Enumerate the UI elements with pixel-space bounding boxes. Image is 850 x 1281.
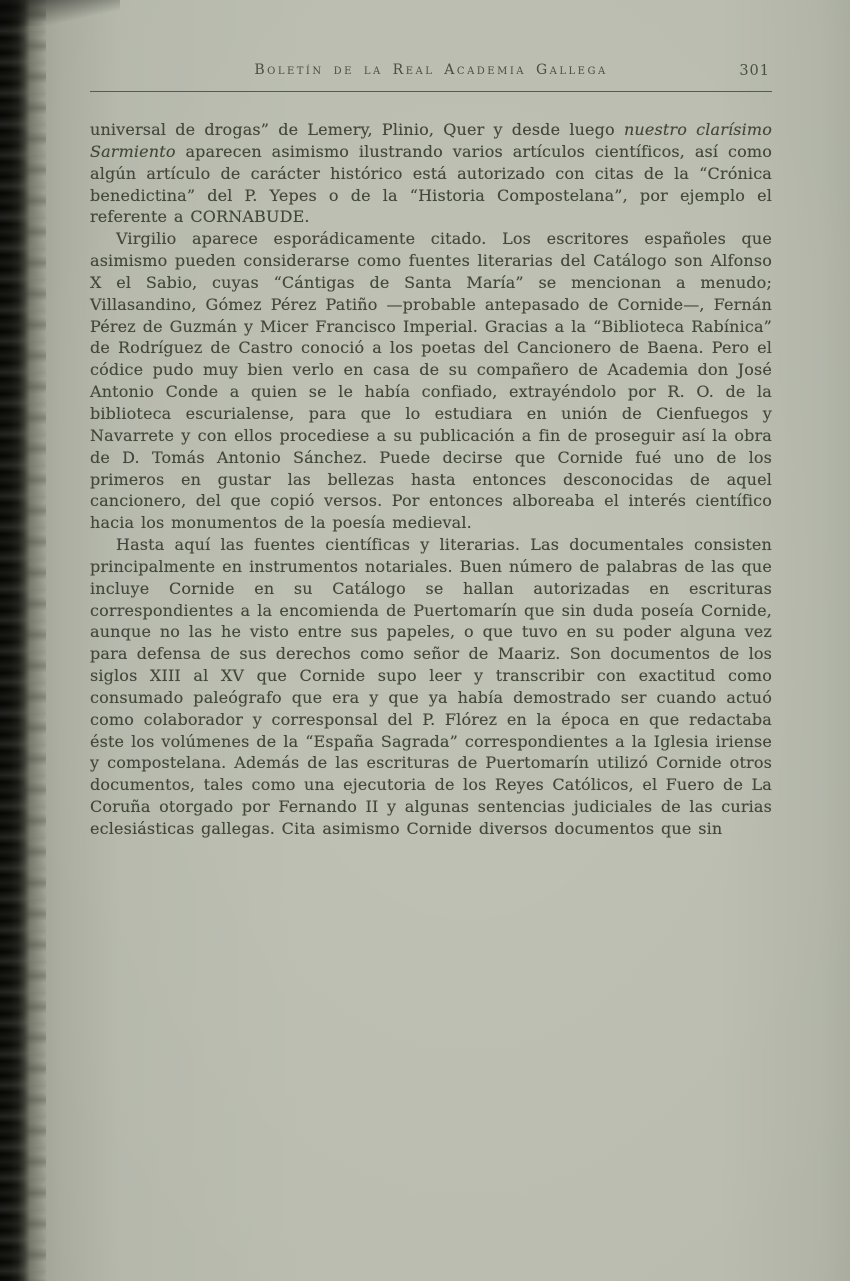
scan-smudge bbox=[0, 0, 120, 26]
text-block bbox=[90, 119, 772, 840]
paragraph bbox=[90, 119, 772, 228]
page-content bbox=[90, 62, 772, 840]
paragraph bbox=[90, 534, 772, 840]
paragraph bbox=[90, 228, 772, 534]
page-header bbox=[90, 62, 772, 82]
italic-phrase: nuestro clarísimo Sarmiento bbox=[90, 120, 773, 161]
page-number: 301 bbox=[739, 63, 770, 79]
header-rule bbox=[90, 91, 772, 92]
journal-title: Boletín de la Real Academia Gallega bbox=[254, 62, 608, 78]
text-segment: Virgilio aparece esporádicamente citado. Los escritores españoles que asimismo pueden considerarse como fuentes literarias del Catálogo son Alfonso X el Sabio, cuyas “Cántigas de Santa María” se mencionan a menudo; Villasandino, Gómez Pérez Patiño —probable antepasado de Cornide—, Fernán Pérez de Guzmán y Micer Francisco Imperial. Gracias a la “Biblioteca Rabínica” de Rodríguez de Castro conoció a los poetas del Cancionero de Baena. Pero el códice pudo muy bien verlo en casa de su compañero de Academia don José Antonio Conde a quien se le había confiado, extrayéndolo por R. O. de la biblioteca escurialense, para que lo estudiara en unión de Cienfuegos y Navarrete y con ellos procediese a su publicación a fin de proseguir así la obra de D. Tomás Antonio Sánchez. Puede decirse que Cornide fué uno de los primeros en gustar las bellezas hasta entonces desconocidas de aquel cancionero, del que copió versos. Por entonces alboreaba el interés científico hacia los monumentos de la poesía medieval. bbox=[90, 229, 772, 533]
text-segment: aparecen asimismo ilustrando varios artículos científicos, así como algún artículo de carácter histórico está autorizado con citas de la “Crónica benedictina” del P. Yepes o de la “Historia Compostelana”, por ejemplo el referente a CORNABUDE. bbox=[90, 141, 772, 227]
book-binding-edge bbox=[0, 0, 46, 1281]
text-segment: universal de drogas” de Lemery, Plinio, Quer y desde luego bbox=[90, 120, 624, 139]
text-segment: Hasta aquí las fuentes científicas y literarias. Las documentales consisten principalmente en instrumentos notariales. Buen número de palabras de las que incluye Cornide en su Catálogo se hallan autorizadas en escrituras correspondientes a la encomienda de Puertomarín que sin duda poseía Cornide, aunque no las he visto entre sus papeles, o que tuvo en su poder alguna vez para defensa de sus derechos como señor de Maariz. Son documentos de los siglos XIII al XV que Cornide supo leer y transcribir con exactitud como consumado paleógrafo que era y que ya había demostrado ser cuando actuó como colaborador y corresponsal del P. Flórez en la época en que redactaba éste los volúmenes de la “España Sagrada” correspondientes a la Iglesia iriense y compostelana. Además de las escrituras de Puertomarín utilizó Cornide otros documentos, tales como una ejecutoria de los Reyes Católicos, el Fuero de La Coruña otorgado por Fernando II y algunas sentencias judiciales de las curias eclesiásticas gallegas. Cita asimismo Cornide diversos documentos que sin bbox=[90, 535, 772, 838]
